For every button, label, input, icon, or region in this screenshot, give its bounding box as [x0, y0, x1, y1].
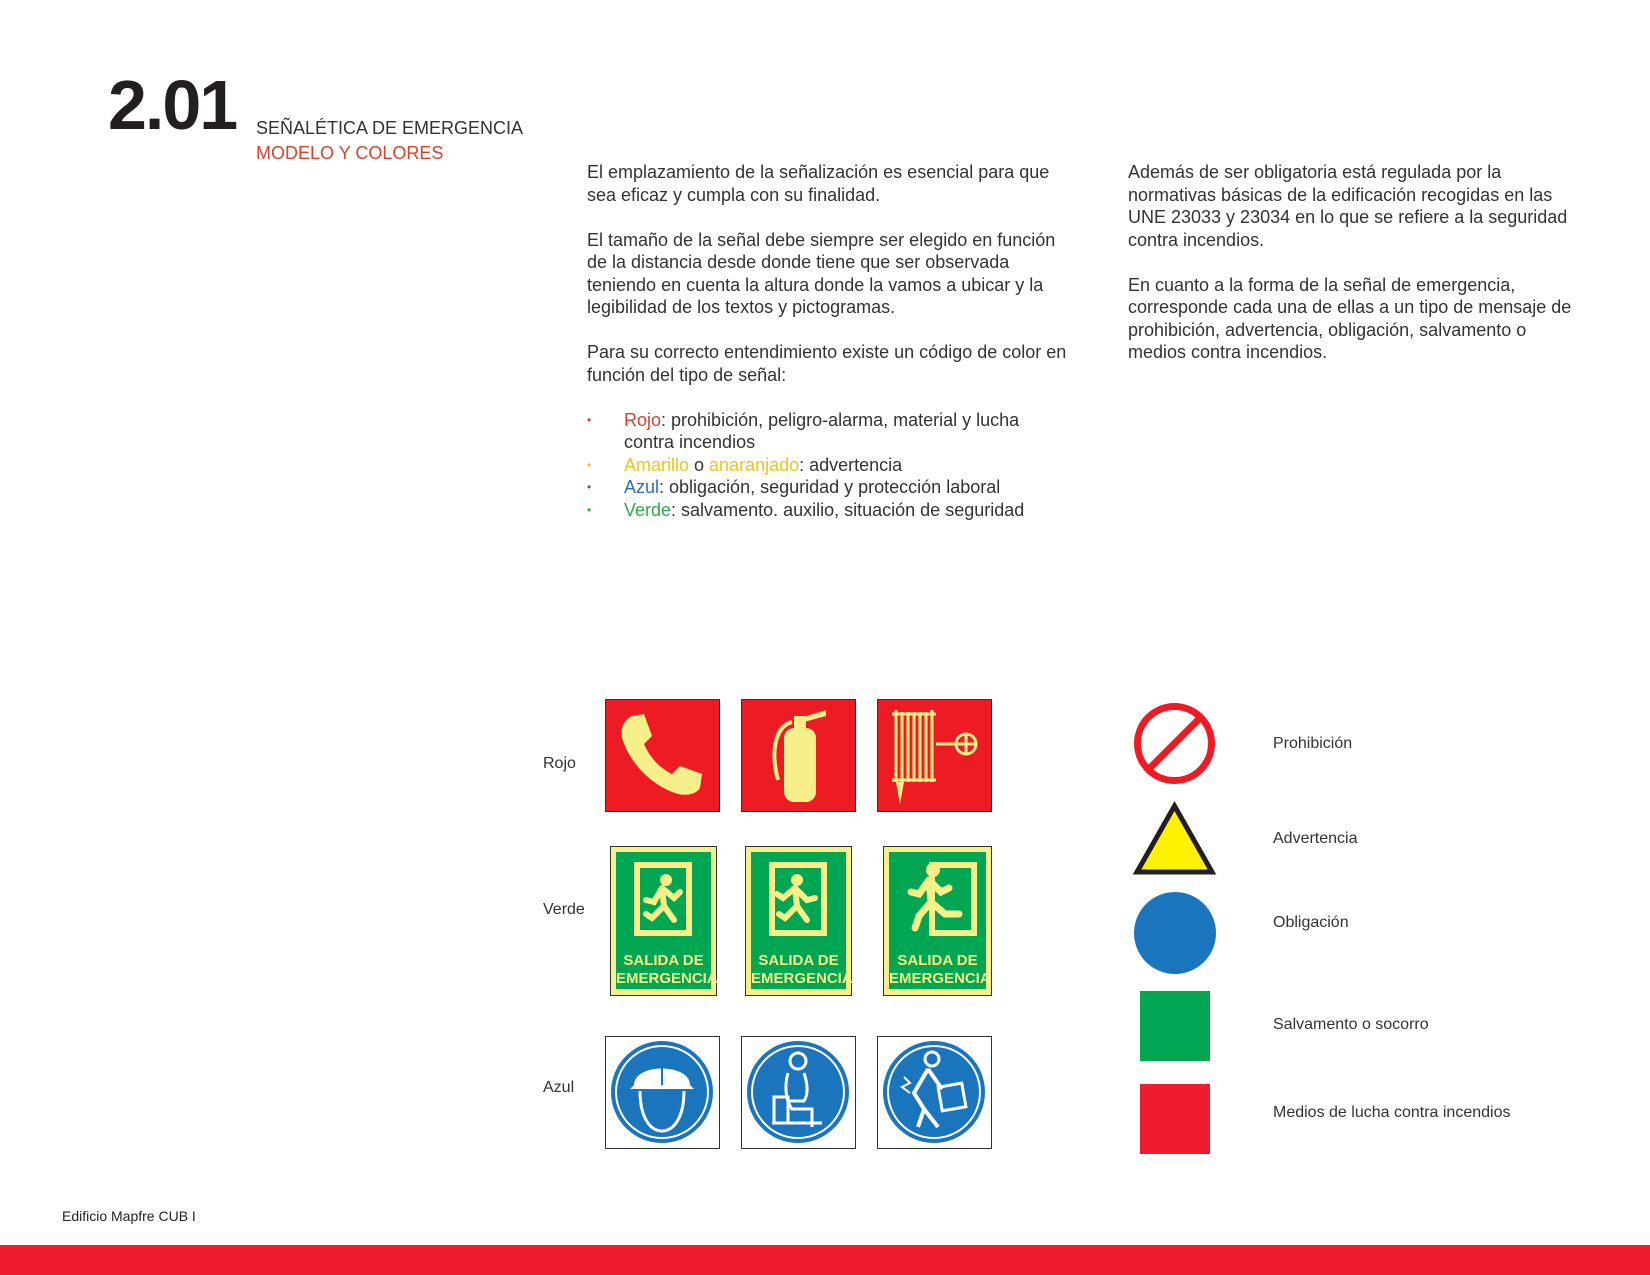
- color-key: Rojo: [624, 409, 662, 430]
- emergency-exit-sign: [610, 846, 717, 996]
- paragraph: Además de ser obligatoria está regulada por la normativas básicas de la edificación recogidas en las UNE 23033 y 23034 en lo que se refiere a la seguridad contra incendios.: [1128, 162, 1568, 250]
- blue-circle-icon: [1133, 891, 1217, 975]
- paragraph: El tamaño de la señal debe siempre ser elegido en función de la distancia desde donde tiene que ser observada teniendo en cuenta la altura donde la vamos a ubicar y la legibilidad de los textos y pictogramas.: [587, 229, 1056, 317]
- phone-icon: [606, 700, 718, 810]
- bullet-dot: •: [587, 412, 592, 427]
- section-subtitle: MODELO Y COLORES: [256, 143, 444, 163]
- emergency-exit-icon: [616, 852, 711, 942]
- exit-text: SALIDA DE: [623, 952, 704, 969]
- phone-sign: [605, 699, 720, 812]
- color-meaning: : advertencia: [799, 454, 903, 475]
- color-meaning: : salvamento. auxilio, situación de seguridad: [671, 499, 1025, 520]
- color-key: Azul: [624, 477, 660, 497]
- emergency-exit-sign: [745, 846, 852, 996]
- lifting-load-sign: [877, 1036, 992, 1149]
- bullet-dot: •: [587, 502, 592, 517]
- exit-text: EMERGENCIA: [889, 970, 991, 987]
- color-code-list: [587, 409, 1067, 522]
- exit-text: EMERGENCIA: [616, 970, 718, 987]
- fire-hose-icon: [878, 700, 990, 810]
- paragraph: Para su correcto entendimiento existe un código de color en función del tipo de señal:: [587, 342, 1067, 385]
- section-title: SEÑALÉTICA DE EMERGENCIA: [256, 118, 524, 138]
- color-key: Amarillo: [624, 454, 690, 475]
- fire-extinguisher-icon: [742, 700, 854, 810]
- legend-label-obligacion: Obligación: [1273, 914, 1349, 931]
- legend-warning-shape: [1132, 800, 1217, 876]
- fire-extinguisher-sign: [741, 699, 856, 812]
- seated-posture-sign: [741, 1036, 856, 1149]
- fire-hose-sign: [877, 699, 992, 812]
- color-meaning: : prohibición, peligro-alarma, material y lucha contra incendios: [624, 409, 1020, 452]
- seated-posture-icon: [742, 1037, 854, 1147]
- exit-text: SALIDA DE: [897, 952, 978, 969]
- red-square-icon: [1140, 1084, 1210, 1154]
- exit-text: EMERGENCIA: [751, 970, 853, 987]
- bullet-dot: •: [587, 457, 592, 472]
- paragraph: En cuanto a la forma de la señal de emergencia, corresponde cada una de ellas a un tipo de mensaje de prohibición, advertencia, obligación, salvamento o medios contra incendios.: [1128, 274, 1572, 362]
- legend-obligation-shape: [1133, 891, 1217, 975]
- legend-label-prohibicion: Prohibición: [1273, 735, 1353, 752]
- warning-triangle-icon: [1132, 800, 1217, 876]
- prohibition-circle-icon: [1132, 701, 1217, 786]
- legend-label-medios: Medios de lucha contra incendios: [1273, 1104, 1511, 1121]
- footer-text: Edificio Mapfre CUB I: [62, 1208, 196, 1224]
- text-column-right: [1128, 161, 1588, 386]
- emergency-exit-sign: [883, 846, 992, 996]
- footer-bar: [0, 1245, 1650, 1275]
- exit-text: SALIDA DE: [758, 952, 839, 969]
- emergency-exit-icon: [889, 852, 986, 942]
- list-item: [587, 499, 1067, 522]
- legend-label-advertencia: Advertencia: [1273, 830, 1358, 847]
- hard-hat-icon: [606, 1037, 718, 1147]
- text-column-left: [587, 161, 1067, 521]
- color-key: anaranjado: [709, 454, 800, 475]
- emergency-exit-icon: [751, 852, 846, 942]
- connector: o: [689, 454, 710, 475]
- row-label-rojo: Rojo: [543, 755, 576, 772]
- legend-label-salvamento: Salvamento o socorro: [1273, 1016, 1429, 1033]
- green-square-icon: [1140, 991, 1210, 1061]
- color-meaning: : obligación, seguridad y protección laboral: [659, 477, 1001, 497]
- lifting-load-icon: [878, 1037, 990, 1147]
- bullet-dot: •: [587, 480, 592, 494]
- paragraph: El emplazamiento de la señalización es esencial para que sea eficaz y cumpla con su finalidad.: [587, 162, 1050, 205]
- list-item: [587, 476, 1067, 499]
- color-key: Verde: [624, 499, 672, 520]
- legend-prohibition-shape: [1132, 701, 1217, 786]
- row-label-azul: Azul: [543, 1079, 575, 1096]
- hard-hat-sign: [605, 1036, 720, 1149]
- section-number: 2.01: [108, 66, 237, 144]
- row-label-verde: Verde: [543, 901, 585, 918]
- list-item: [587, 454, 1067, 477]
- list-item: [587, 409, 1067, 454]
